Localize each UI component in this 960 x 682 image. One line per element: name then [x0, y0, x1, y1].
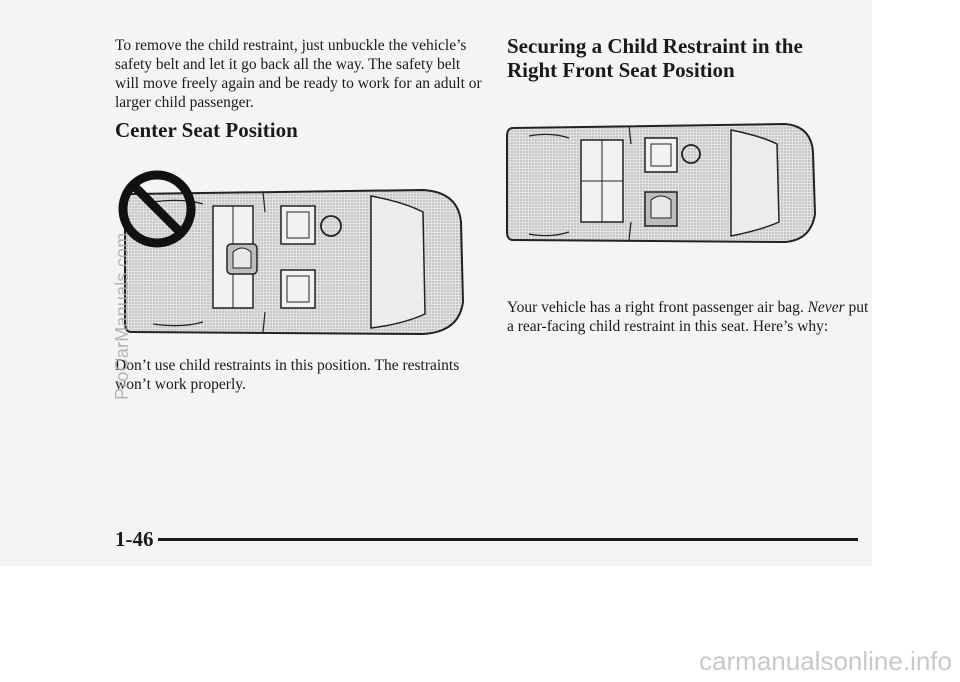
caption-emphasis: Never — [807, 299, 845, 316]
bottom-watermark: carmanualsonline.info — [699, 646, 952, 676]
page-number: 1-46 — [115, 527, 154, 551]
center-seat-caption: Don’t use child restraints in this position. The restraints won’t work properly. — [115, 357, 460, 393]
right-front-seat-van-illustration — [505, 118, 817, 246]
caption-text-end: put a rear-facing child restraint in this seat. Here’s why: — [507, 299, 869, 335]
caption-text-start: Your vehicle has a right front passenger air bag. — [507, 299, 808, 316]
center-seat-heading: Center Seat Position — [115, 118, 298, 142]
right-front-seat-caption — [507, 298, 877, 336]
footer-rule — [158, 538, 858, 541]
side-watermark: ProCarManuals.com — [112, 232, 132, 400]
right-front-seat-heading: Securing a Child Restraint in the Right Front Seat Position — [507, 34, 803, 82]
intro-paragraph: To remove the child restraint, just unbuckle the vehicle’s safety belt and let it go back all the way. The safety belt will move freely again and be ready to work for an adult or larger child passenger. — [115, 37, 482, 111]
